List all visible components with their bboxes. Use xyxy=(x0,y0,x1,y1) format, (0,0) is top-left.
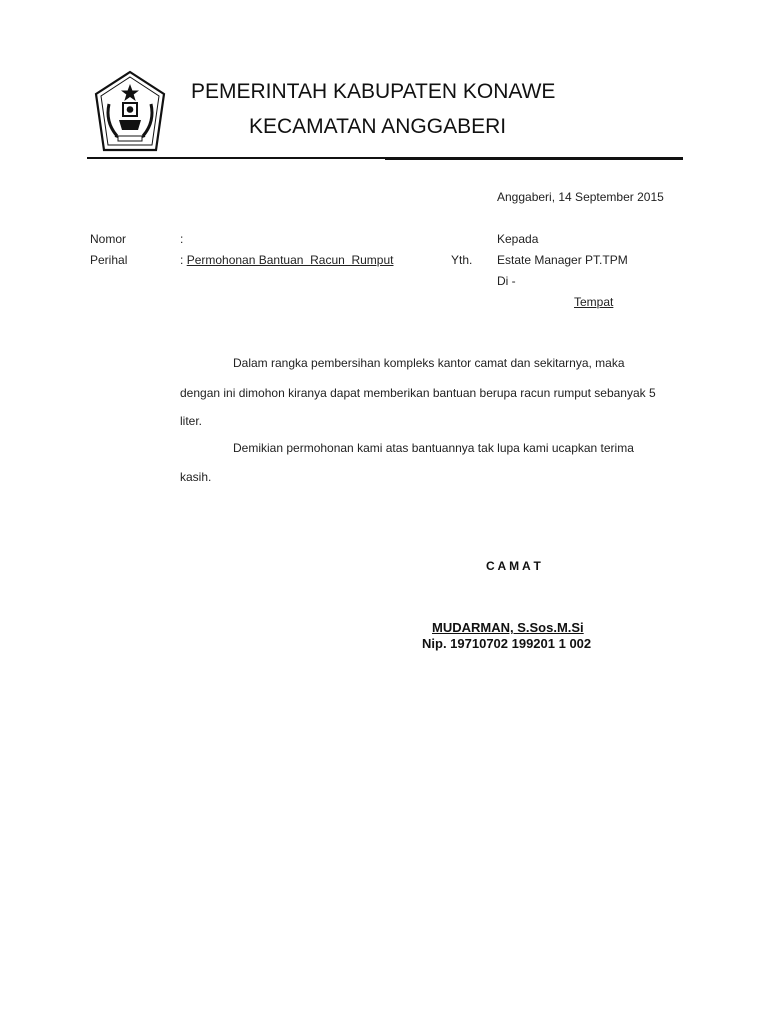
letterhead-divider-thick xyxy=(385,157,683,160)
perihal-field xyxy=(180,253,393,267)
yth-label: Yth. xyxy=(451,253,473,267)
signatory-nip: Nip. 19710702 199201 1 002 xyxy=(422,636,592,651)
tempat-label: Tempat xyxy=(574,295,614,309)
body-paragraph-2-line-2: kasih. xyxy=(180,470,212,484)
body-paragraph-1-line-3: liter. xyxy=(180,414,203,428)
signatory-title: C A M A T xyxy=(486,559,541,573)
place-date: Anggaberi, 14 September 2015 xyxy=(497,190,664,204)
nomor-label: Nomor xyxy=(90,232,127,246)
perihal-label: Perihal xyxy=(90,253,128,267)
di-label: Di - xyxy=(497,274,516,288)
recipient-name: Estate Manager PT.TPM xyxy=(497,253,628,267)
body-paragraph-1-line-1: Dalam rangka pembersihan kompleks kantor camat dan sekitarnya, maka xyxy=(233,356,625,370)
regency-emblem-icon xyxy=(93,70,167,154)
letterhead-regency: PEMERINTAH KABUPATEN KONAWE xyxy=(191,80,556,103)
body-paragraph-1-line-2: dengan ini dimohon kiranya dapat memberikan bantuan berupa racun rumput sebanyak 5 xyxy=(180,386,656,400)
nomor-colon: : xyxy=(180,232,184,246)
letterhead-district: KECAMATAN ANGGABERI xyxy=(249,115,507,138)
signatory-name: MUDARMAN, S.Sos.M.Si xyxy=(432,620,584,635)
perihal-colon: : xyxy=(180,253,184,267)
kepada-label: Kepada xyxy=(497,232,539,246)
perihal-value: Permohonan Bantuan Racun Rumput xyxy=(186,253,394,267)
body-paragraph-2-line-1: Demikian permohonan kami atas bantuannya tak lupa kami ucapkan terima xyxy=(233,441,634,455)
